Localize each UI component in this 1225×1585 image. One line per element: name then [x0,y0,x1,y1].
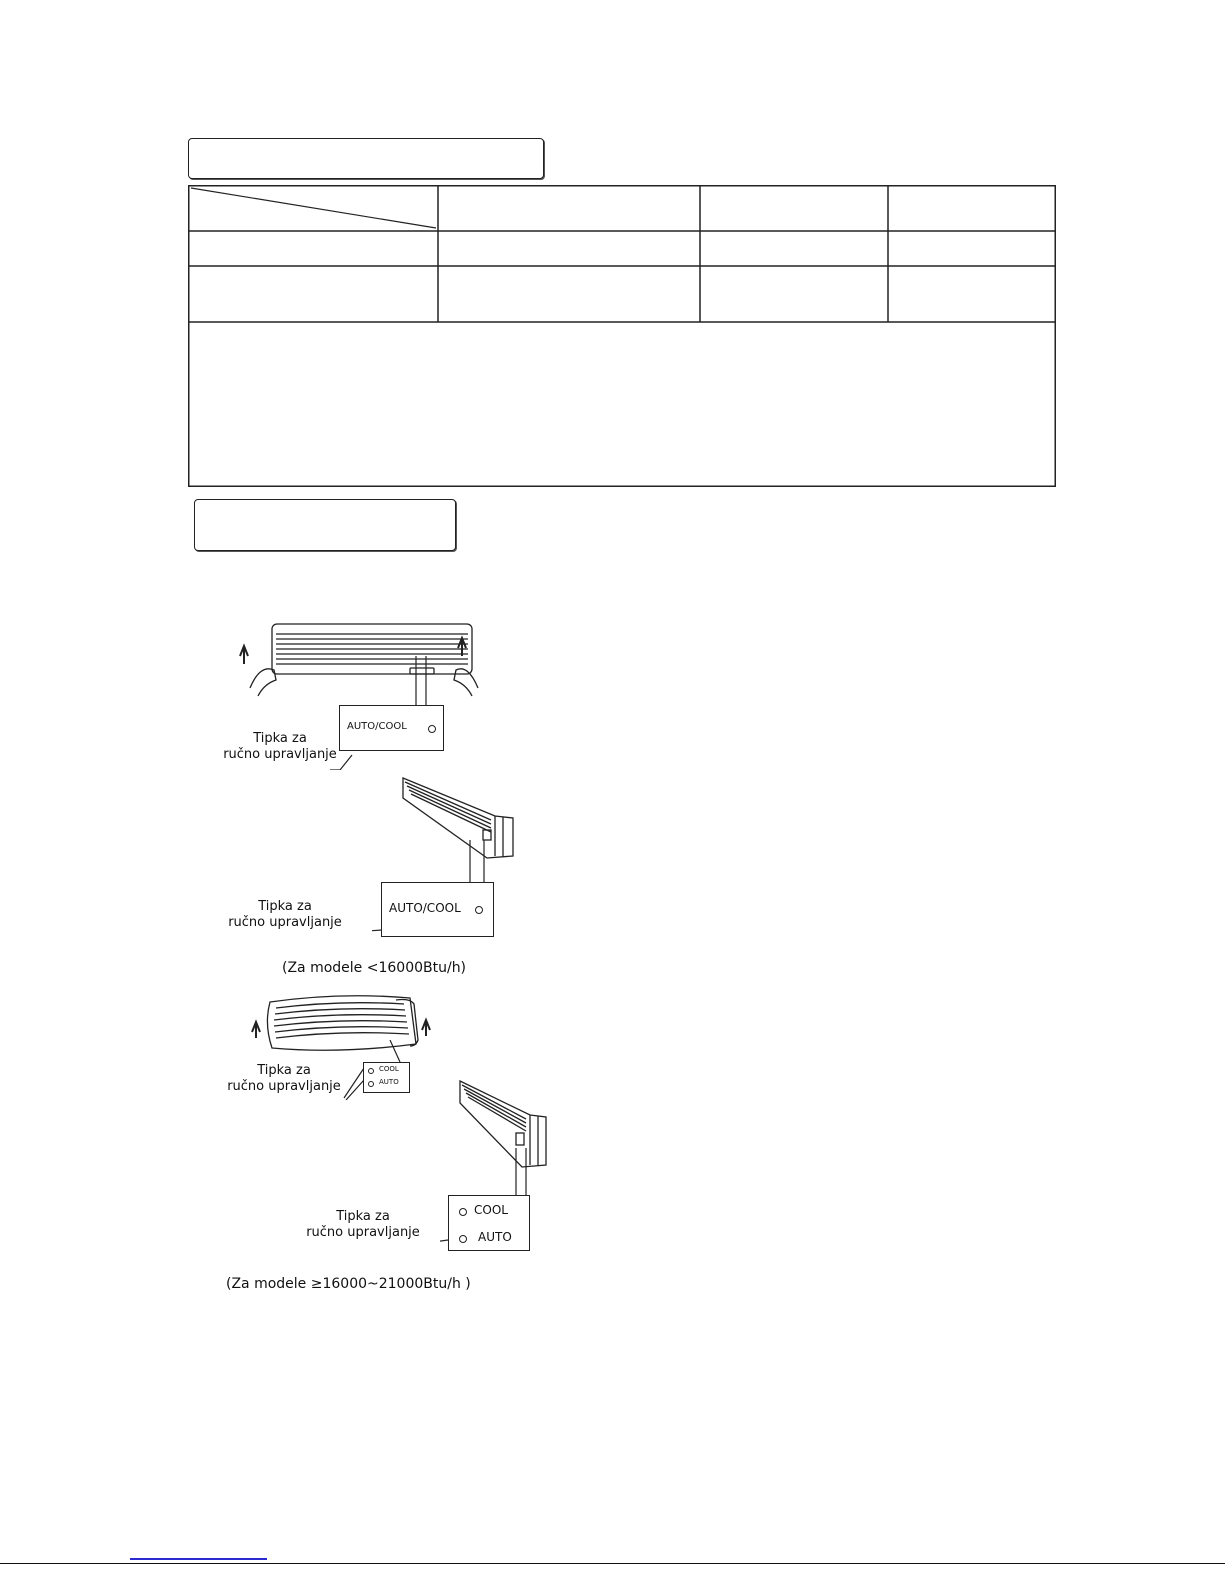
spec-table [188,185,1056,487]
figure-d-callout-label [298,1209,428,1241]
caption-small-models: (Za modele <16000Btu/h) [282,960,467,976]
callout-line-2: ručno upravljanje [306,1225,420,1240]
figure-d-button-callout [448,1195,530,1251]
callout-line-1: Tipka za [257,1063,311,1078]
indicator-dot-icon [368,1068,374,1074]
callout-line-2: ručno upravljanje [227,1079,341,1094]
callout-line-1: Tipka za [336,1209,390,1224]
arrow-up-left-icon [240,646,248,664]
auto-cool-button-label: AUTO/COOL [389,901,461,915]
callout-line-1: Tipka za [258,899,312,914]
left-hand-icon [250,669,276,696]
figure-b-button-callout [381,882,494,937]
figure-a-button-callout [339,705,444,751]
arrow-up-left-icon [252,1022,260,1038]
indicator-dot-icon [459,1208,467,1216]
spec-table-diagonal-header [191,188,436,228]
indicator-dot-icon [428,725,436,733]
figure-c-button-callout [363,1062,410,1093]
figure-b-callout-label [220,899,350,931]
indicator-dot-icon [459,1235,467,1243]
indicator-dot-icon [475,906,483,914]
auto-button-label: AUTO [379,1078,399,1086]
auto-button-label: AUTO [478,1230,512,1244]
callout-line-2: ručno upravljanje [223,747,337,762]
arrow-up-right-icon [422,1020,430,1036]
figure-a-callout-label [215,731,345,763]
callout-line-1: Tipka za [253,731,307,746]
callout-line-2: ručno upravljanje [228,915,342,930]
section-heading-box-1 [188,138,544,179]
figure-c-callout-label [219,1063,349,1095]
section-heading-box-2 [194,499,456,551]
caption-large-models: (Za modele ≥16000~21000Btu/h ) [226,1276,471,1292]
footer-divider [0,1563,1225,1564]
auto-cool-button-label: AUTO/COOL [347,721,407,732]
indicator-dot-icon [368,1081,374,1087]
footer-link-underline[interactable] [130,1558,267,1560]
cool-button-label: COOL [474,1203,508,1217]
cool-button-label: COOL [379,1065,399,1073]
